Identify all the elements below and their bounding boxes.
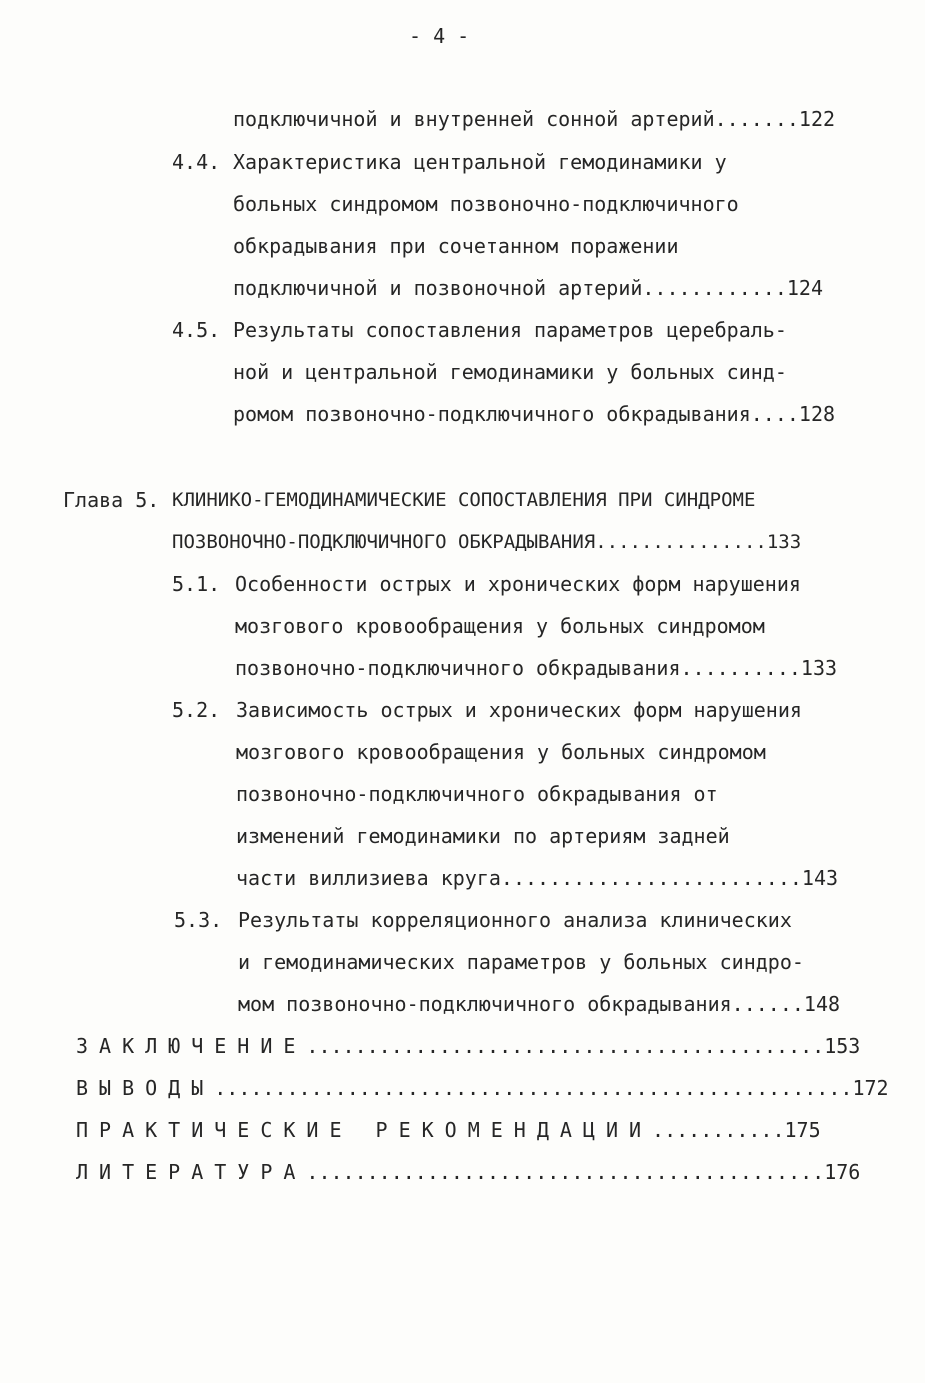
toc-section-number: 5.3. — [174, 908, 223, 932]
toc-line: мозгового кровообращения у больных синдромом — [236, 740, 766, 764]
toc-line: обкрадывания при сочетанном поражении — [233, 234, 679, 258]
toc-section-number: 4.4. — [172, 150, 221, 174]
toc-chapter-title: КЛИНИКО-ГЕМОДИНАМИЧЕСКИЕ СОПОСТАВЛЕНИЯ ПРИ СИНДРОМЕ — [172, 489, 756, 511]
toc-line: Характеристика центральной гемодинамики у — [233, 150, 727, 174]
page-number: - 4 - — [409, 24, 470, 48]
toc-line: мом позвоночно-подключичного обкрадывания......148 — [238, 992, 841, 1016]
toc-line: Зависимость острых и хронических форм нарушения — [236, 698, 802, 722]
toc-line: Результаты сопоставления параметров церебраль- — [233, 318, 787, 342]
toc-chapter-title: ПОЗВОНОЧНО-ПОДКЛЮЧИЧНОГО ОБКРАДЫВАНИЯ...............133 — [172, 531, 802, 553]
toc-line: ной и центральной гемодинамики у больных синд- — [233, 360, 787, 384]
toc-line: изменений гемодинамики по артериям задней — [236, 824, 730, 848]
toc-line: Результаты корреляционного анализа клинических — [238, 908, 792, 932]
toc-line: Особенности острых и хронических форм нарушения — [235, 572, 801, 596]
toc-line: позвоночно-подключичного обкрадывания от — [236, 782, 718, 806]
toc-section-number: 5.1. — [172, 572, 221, 596]
toc-chapter-label: Глава 5. — [63, 488, 160, 512]
toc-back-item-literature: ЛИТЕРАТУРА...........................................176 — [76, 1160, 861, 1184]
toc-line: подключичной и внутренней сонной артерий.......122 — [233, 107, 836, 131]
toc-line: позвоночно-подключичного обкрадывания..........133 — [235, 656, 838, 680]
toc-line: больных синдромом позвоночно-подключичного — [233, 192, 739, 216]
toc-section-number: 5.2. — [172, 698, 221, 722]
toc-line: части виллизиева круга.........................143 — [236, 866, 839, 890]
toc-line: и гемодинамических параметров у больных синдро- — [238, 950, 804, 974]
toc-line: ромом позвоночно-подключичного обкрадывания....128 — [233, 402, 836, 426]
toc-line: подключичной и позвоночной артерий............124 — [233, 276, 824, 300]
toc-line: мозгового кровообращения у больных синдромом — [235, 614, 765, 638]
toc-back-item-conclusion: ЗАКЛЮЧЕНИЕ...........................................153 — [76, 1034, 861, 1058]
toc-section-number: 4.5. — [172, 318, 221, 342]
toc-back-item-findings: ВЫВОДЫ.....................................................172 — [76, 1076, 889, 1100]
toc-back-item-recommendations: ПРАКТИЧЕСКИЕ РЕКОМЕНДАЦИИ...........175 — [76, 1118, 821, 1142]
